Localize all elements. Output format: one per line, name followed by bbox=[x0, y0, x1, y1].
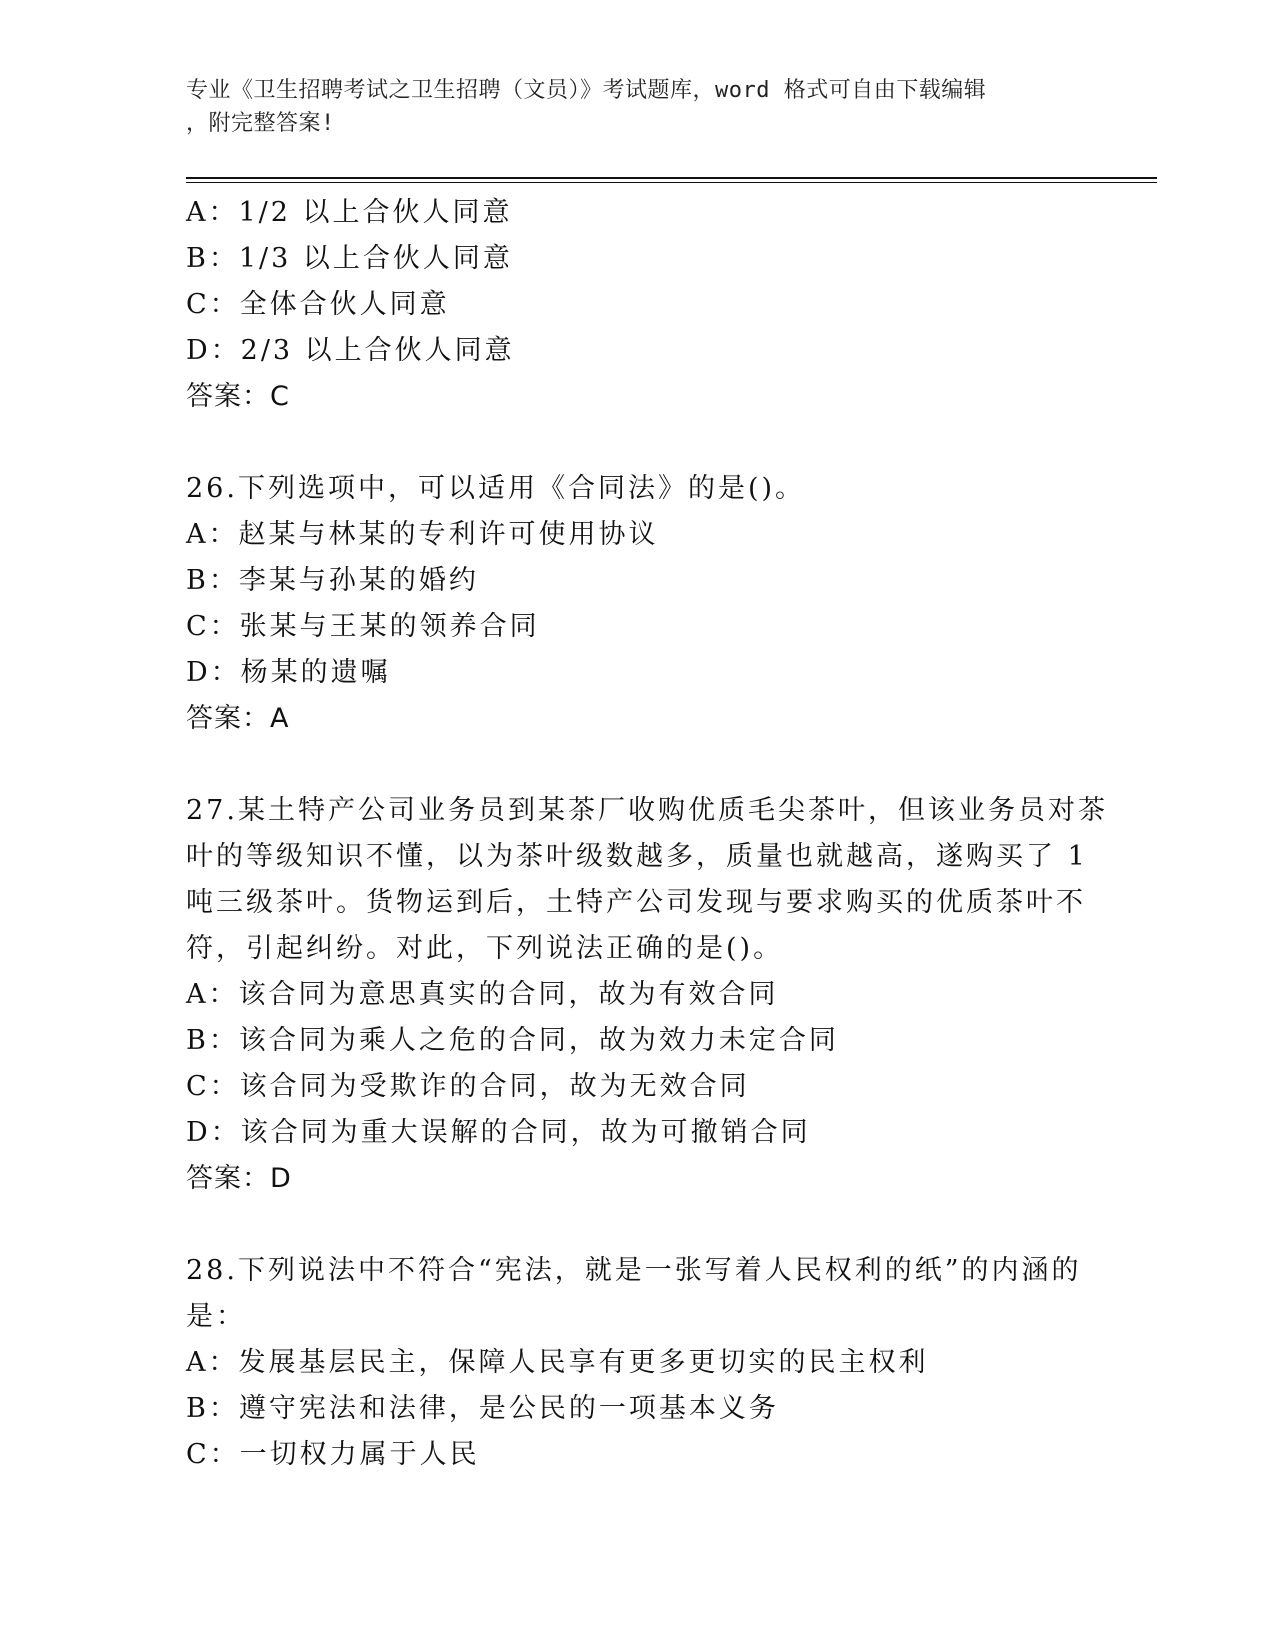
question-28 bbox=[186, 1248, 1086, 1478]
option-c: C：一切权力属于人民 bbox=[186, 1439, 480, 1470]
option-a: A：该合同为意思真实的合同，故为有效合同 bbox=[186, 979, 779, 1010]
spacer bbox=[186, 742, 1086, 788]
spacer bbox=[186, 420, 1086, 466]
option-b: B：该合同为乘人之危的合同，故为效力未定合同 bbox=[186, 1025, 839, 1056]
question-stem-line: 吨三级茶叶。货物运到后，土特产公司发现与要求购买的优质茶叶不 bbox=[186, 887, 1086, 918]
option-b: B：1/3 以上合伙人同意 bbox=[186, 243, 513, 274]
document-header bbox=[186, 74, 1086, 140]
option-a: A：发展基层民主，保障人民享有更多更切实的民主权利 bbox=[186, 1347, 929, 1378]
question-27 bbox=[186, 788, 1108, 1202]
question-stem-line: 符，引起纠纷。对此，下列说法正确的是()。 bbox=[186, 933, 784, 964]
option-a: A：1/2 以上合伙人同意 bbox=[186, 197, 513, 228]
question-stem-line: 27.某土特产公司业务员到某茶厂收购优质毛尖茶叶，但该业务员对茶 bbox=[186, 795, 1108, 826]
question-list bbox=[186, 190, 1108, 1478]
header-divider-thin bbox=[186, 182, 1157, 183]
question-stem-line: 28.下列说法中不符合“宪法，就是一张写着人民权利的纸”的内涵的 bbox=[186, 1255, 1082, 1286]
option-d: D：杨某的遗嘱 bbox=[186, 657, 391, 688]
question-stem-line: 是： bbox=[186, 1301, 246, 1332]
answer-line: 答案：C bbox=[186, 381, 290, 412]
question-25-continued bbox=[186, 190, 1086, 420]
answer-line: 答案：A bbox=[186, 703, 290, 734]
question-26 bbox=[186, 466, 1086, 742]
option-d: D：2/3 以上合伙人同意 bbox=[186, 335, 515, 366]
header-divider-thick bbox=[186, 177, 1157, 179]
spacer bbox=[186, 1202, 1086, 1248]
question-stem: 26.下列选项中，可以适用《合同法》的是()。 bbox=[186, 473, 806, 504]
option-a: A：赵某与林某的专利许可使用协议 bbox=[186, 519, 659, 550]
option-b: B：遵守宪法和法律，是公民的一项基本义务 bbox=[186, 1393, 779, 1424]
answer-line: 答案：D bbox=[186, 1163, 292, 1194]
option-c: C：该合同为受欺诈的合同，故为无效合同 bbox=[186, 1071, 750, 1102]
option-c: C：张某与王某的领养合同 bbox=[186, 611, 540, 642]
option-b: B：李某与孙某的婚约 bbox=[186, 565, 479, 596]
option-c: C：全体合伙人同意 bbox=[186, 289, 450, 320]
question-stem-line: 叶的等级知识不懂，以为茶叶级数越多，质量也就越高，遂购买了 1 bbox=[186, 841, 1088, 872]
header-line-2: ，附完整答案! bbox=[186, 111, 335, 136]
header-line-1: 专业《卫生招聘考试之卫生招聘（文员）》考试题库，word 格式可自由下载编辑 bbox=[186, 78, 987, 103]
option-d: D：该合同为重大误解的合同，故为可撤销合同 bbox=[186, 1117, 811, 1148]
